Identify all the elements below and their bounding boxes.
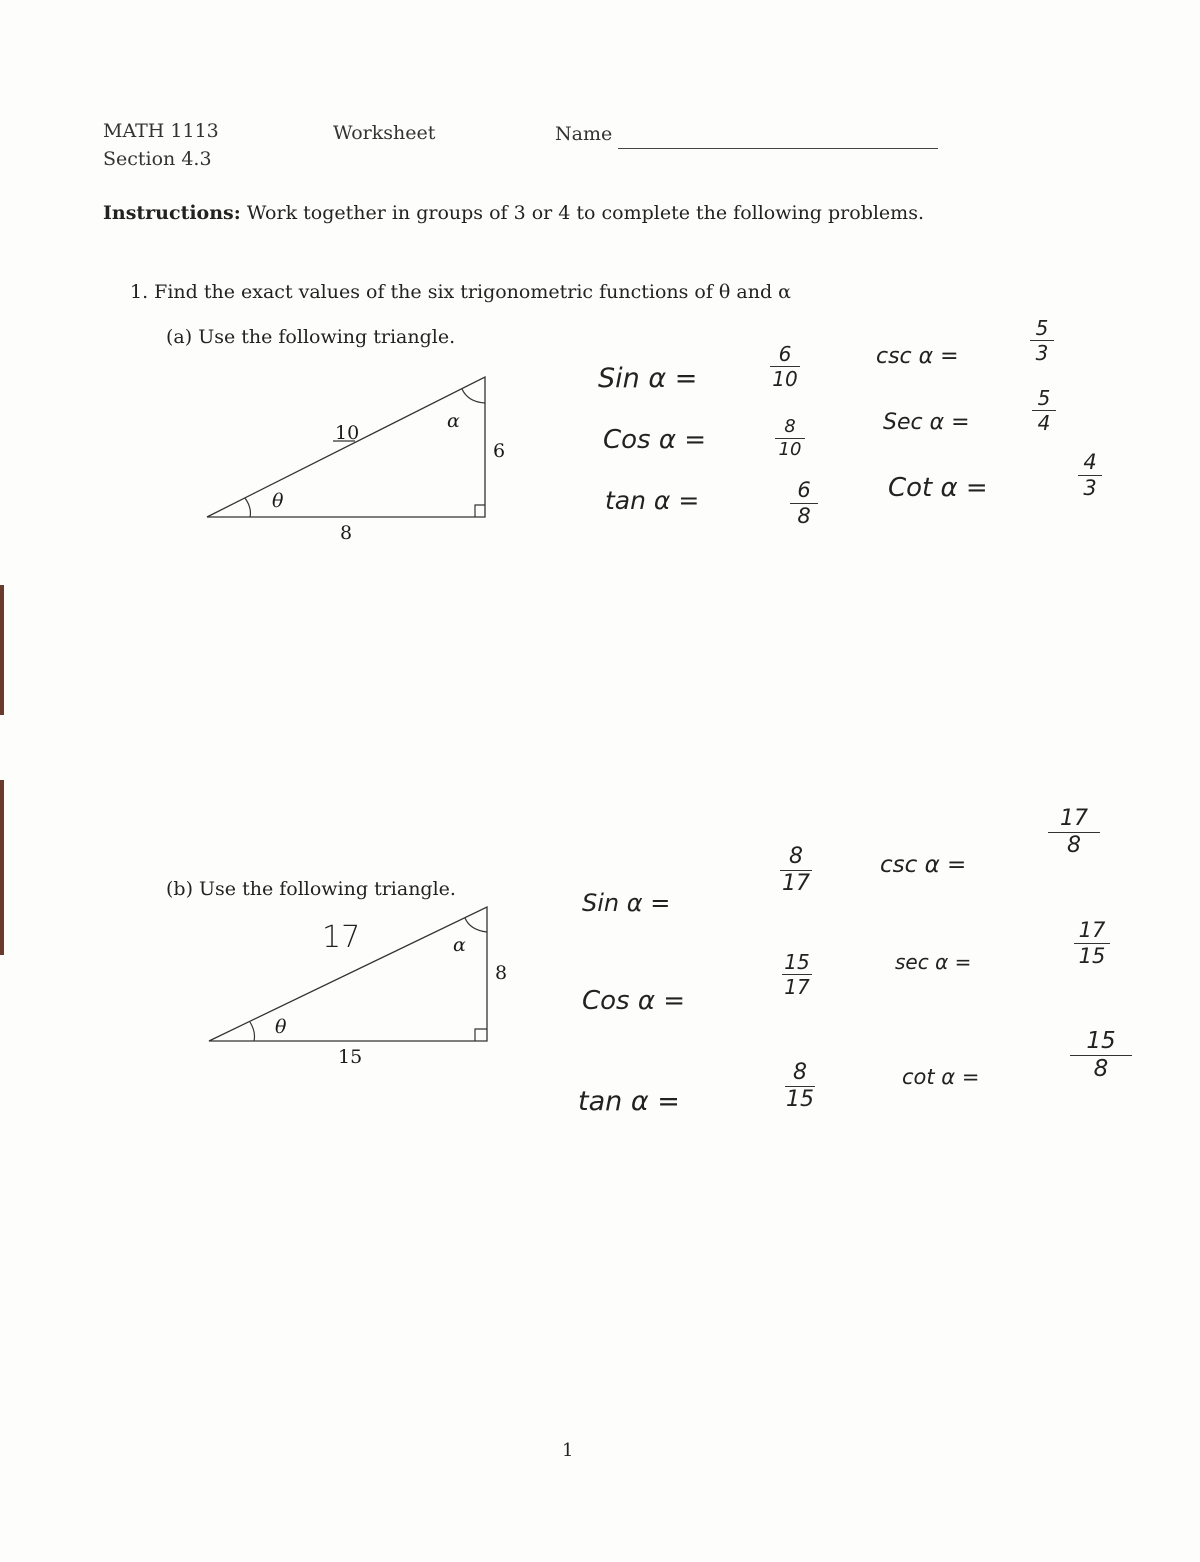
a-sin-label: Sin α =	[598, 363, 698, 394]
triangle-a-adj-label: 8	[340, 522, 353, 544]
a-csc-value: 5 3	[1030, 318, 1054, 363]
a-cos-label: Cos α =	[603, 425, 707, 455]
triangle-b-opp-label: 8	[495, 962, 508, 984]
triangle-a-alpha-label: α	[447, 410, 460, 432]
part-b-label: (b) Use the following triangle.	[166, 878, 456, 900]
b-cot-label: cot α =	[902, 1065, 980, 1089]
worksheet-title: Worksheet	[333, 122, 436, 144]
b-cos-label: Cos α =	[582, 986, 686, 1016]
instructions-label: Instructions:	[103, 202, 241, 224]
triangle-b-hyp-label: 17	[322, 920, 361, 955]
b-sin-label: Sin α =	[582, 889, 671, 917]
triangle-b-theta-label: θ	[275, 1016, 287, 1038]
name-label: Name	[555, 123, 613, 145]
b-tan-value: 8 15	[786, 1060, 814, 1112]
section-number: Section 4.3	[103, 148, 212, 170]
problem-1-text: 1. Find the exact values of the six trigonometric functions of θ and α	[130, 281, 792, 303]
triangle-a-opp-label: 6	[493, 440, 506, 462]
b-sec-label: sec α =	[895, 950, 972, 974]
b-tan-label: tan α =	[578, 1086, 680, 1117]
triangle-a-theta-label: θ	[272, 490, 284, 512]
triangle-a-hyp-label: 10	[335, 422, 360, 444]
a-cos-value: 8 10	[775, 418, 805, 459]
a-csc-label: csc α =	[876, 344, 959, 369]
a-tan-label: tan α =	[605, 486, 700, 515]
part-a-label: (a) Use the following triangle.	[166, 326, 456, 348]
b-cos-value: 15 17	[782, 952, 812, 997]
triangle-b-adj-label: 15	[338, 1046, 363, 1068]
a-sec-label: Sec α =	[883, 410, 970, 435]
a-cot-label: Cot α =	[888, 473, 988, 503]
course-code: MATH 1113	[103, 120, 219, 142]
b-cot-value: 15 8	[1070, 1030, 1132, 1081]
b-sin-value: 8 17	[782, 844, 810, 896]
b-csc-value: 17 8	[1048, 808, 1100, 857]
b-csc-label: csc α =	[880, 852, 967, 878]
instructions-text: Work together in groups of 3 or 4 to complete the following problems.	[246, 202, 924, 224]
page-number: 1	[562, 1440, 574, 1461]
b-sec-value: 17 15	[1074, 920, 1110, 967]
a-sin-value: 6 10	[770, 344, 800, 389]
triangle-b-alpha-label: α	[453, 934, 466, 956]
a-sec-value: 5 4	[1032, 388, 1056, 433]
a-cot-value: 4 3	[1078, 452, 1102, 499]
a-tan-value: 6 8	[790, 480, 818, 527]
